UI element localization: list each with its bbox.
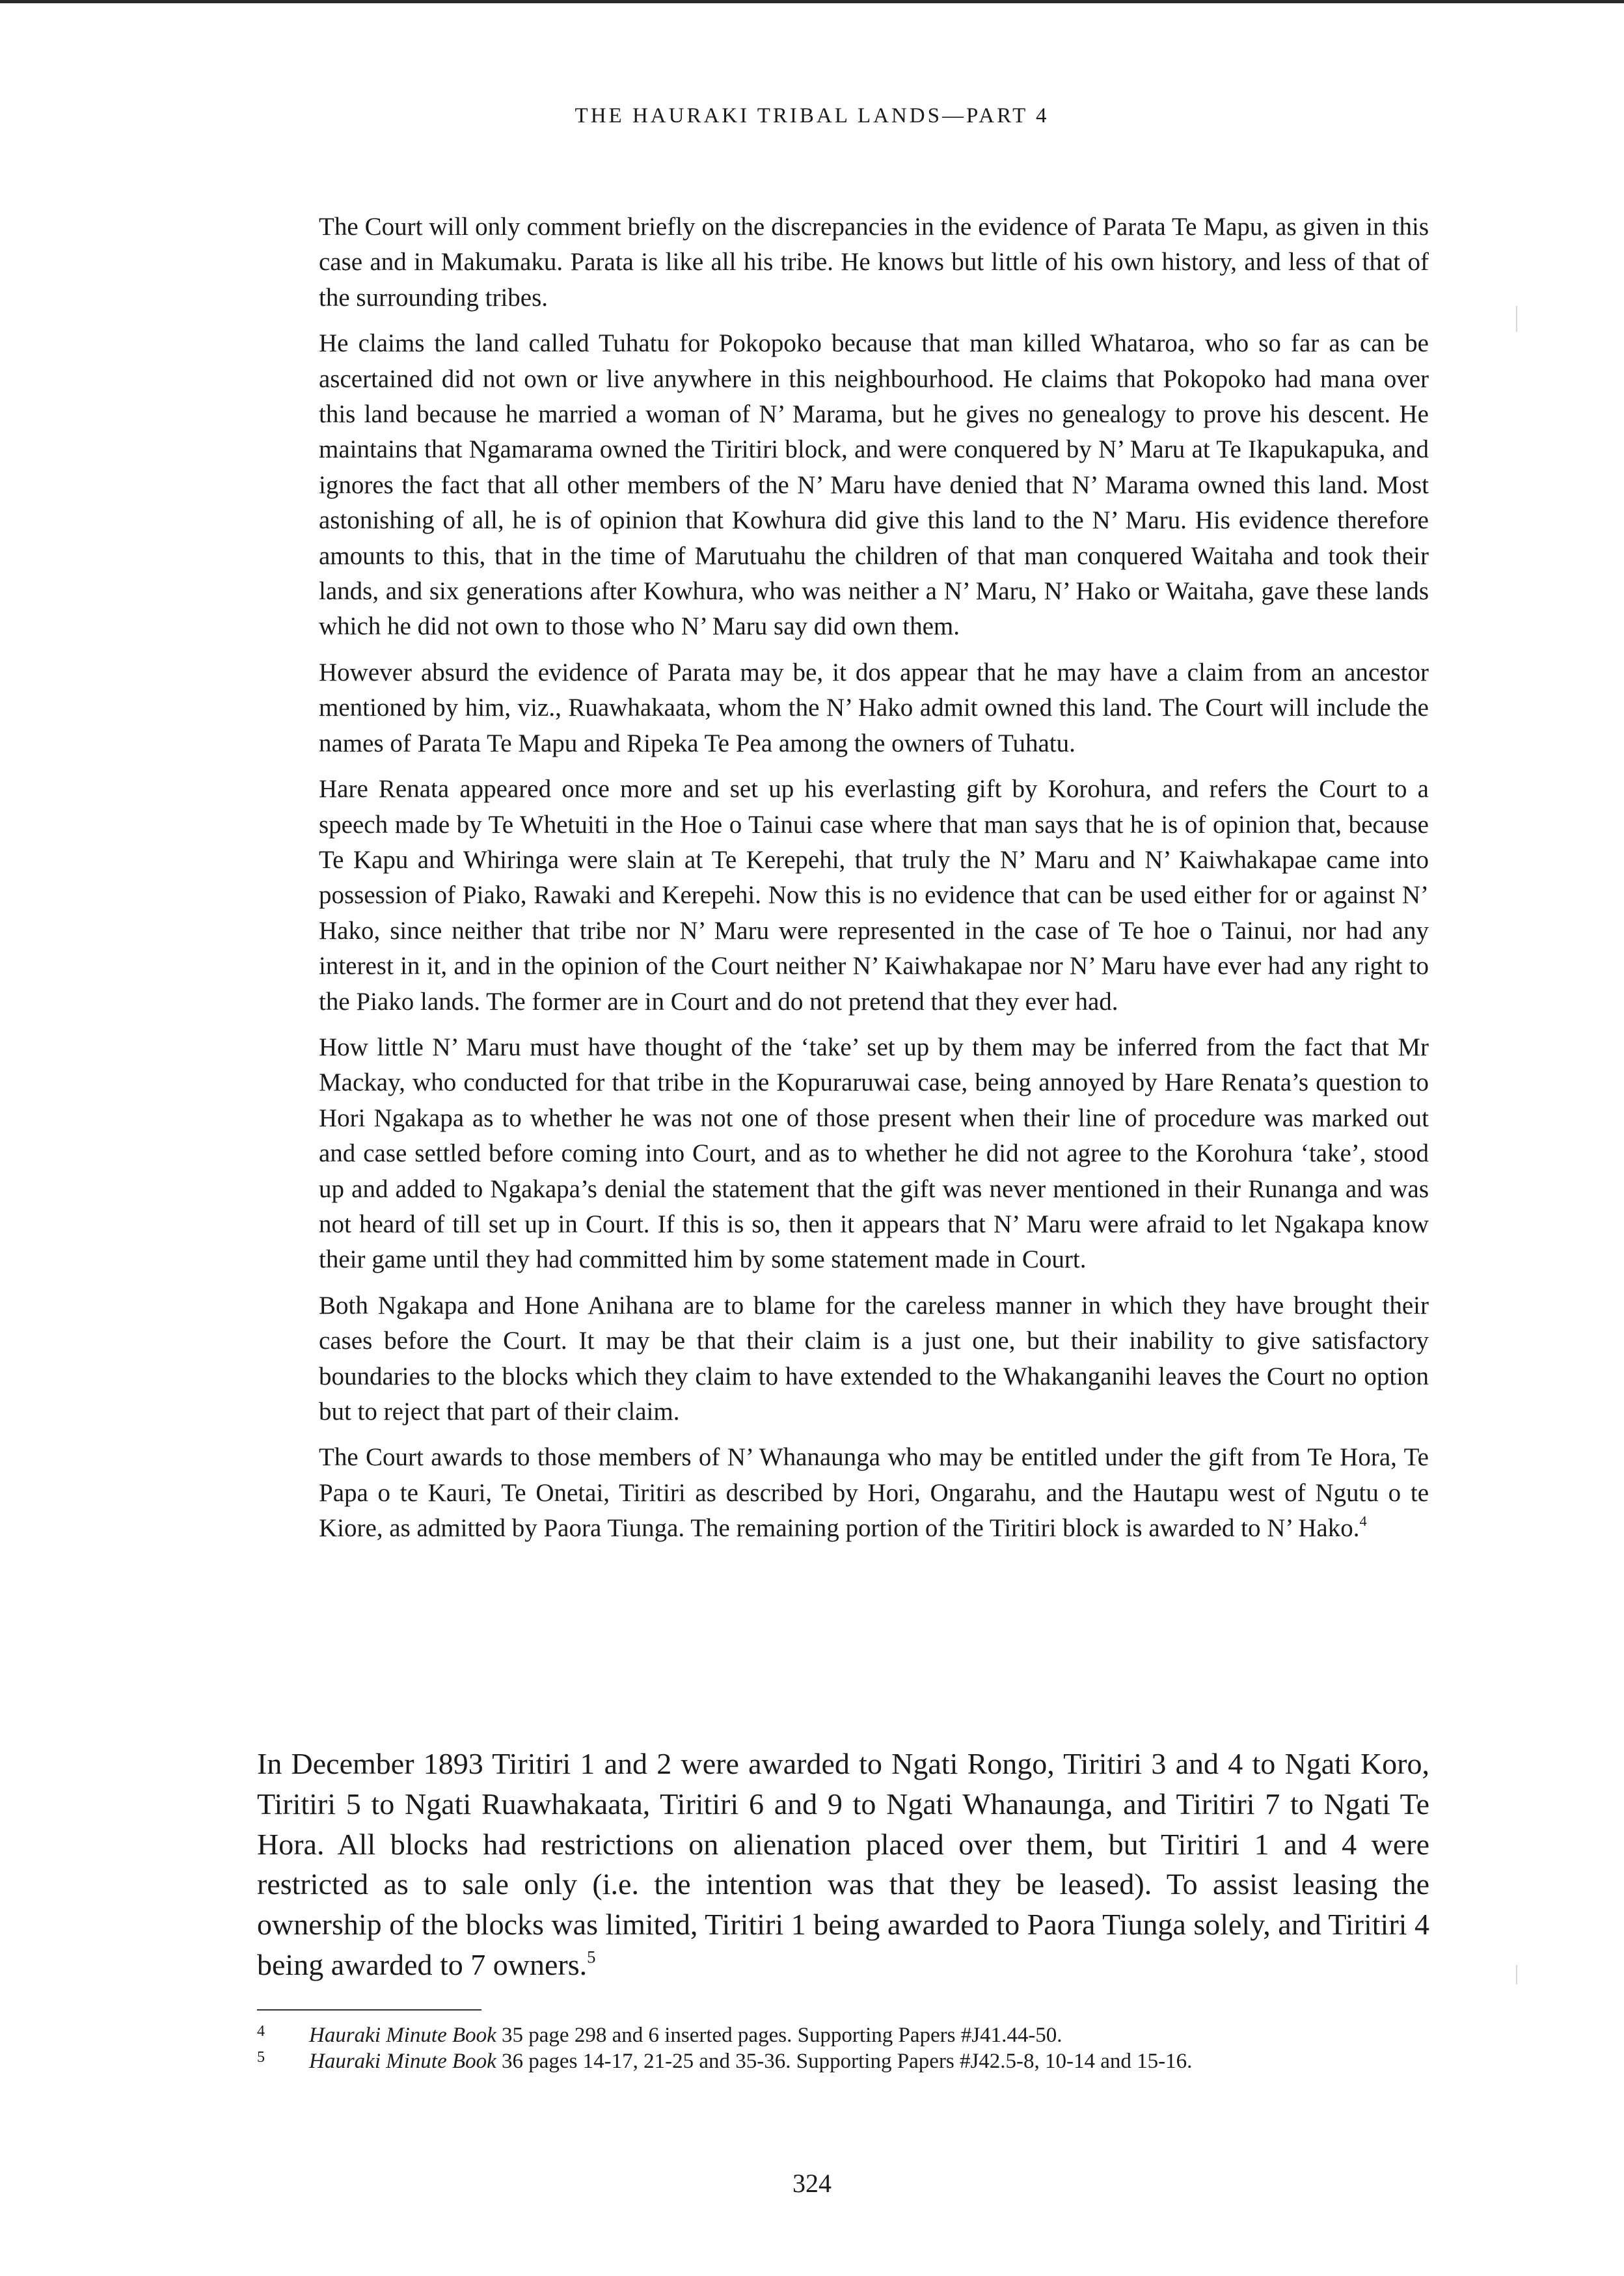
- page-number: 324: [792, 2169, 832, 2198]
- footnote-number: 4: [257, 2023, 265, 2040]
- quote-paragraph-text: The Court awards to those members of N’ Whanaunga who may be entitled under the gift from Te Hora, Te Papa o te Kauri, Te Onetai, Tiritiri as described by Hori, Ongarahu, and the Hautapu west of Ngutu o te Kiore, as admitted by Paora Tiunga. The remaining portion of the Tiritiri block is awarded to N’ Hako.: [319, 1443, 1429, 1543]
- footnote-reference[interactable]: 5: [587, 1947, 596, 1967]
- block-quote: [319, 210, 1429, 1557]
- quote-paragraph: He claims the land called Tuhatu for Pokopoko because that man killed Whataroa, who so far as can be ascertained did not own or live anywhere in this neighbourhood. He claims that Pokopoko had mana over this land because he married a woman of N’ Marama, but he gives no genealogy to prove his descent. He maintains that Ngamarama owned the Tiritiri block, and were conquered by N’ Maru at Te Ikapukapuka, and ignores the fact that all other members of the N’ Maru have denied that N’ Marama owned this land. Most astonishing of all, he is of opinion that Kowhura did give this land to the N’ Maru. His evidence therefore amounts to this, that in the time of Marutuahu the children of that man conquered Waitaha and took their lands, and six generations after Kowhura, who was neither a N’ Maru, N’ Hako or Waitaha, gave these lands which he did not own to those who N’ Maru say did own them.: [319, 329, 1429, 641]
- quote-paragraph-final: [319, 1440, 1429, 1546]
- footnote-source-title: Hauraki Minute Book: [309, 2050, 496, 2073]
- quote-paragraph: Hare Renata appeared once more and set up his everlasting gift by Korohura, and refers the Court to a speech made by Te Whetuiti in the Hoe o Tainui case where that man says that he is of opinion that, because Te Kapu and Whiringa were slain at Te Kerepehi, that truly the N’ Maru and N’ Kaiwhakapae came into possession of Piako, Rawaki and Kerepehi. Now this is no evidence that can be used either for or against N’ Hako, since neither that tribe nor N’ Maru were represented in the case of Te hoe o Tainui, nor had any interest in it, and in the opinion of the Court neither N’ Kaiwhakapae nor N’ Maru have ever had any right to the Piako lands. The former are in Court and do not pretend that they ever had.: [319, 775, 1429, 1016]
- body-paragraph-text: In December 1893 Tiritiri 1 and 2 were awarded to Ngati Rongo, Tiritiri 3 and 4 to Ngati Koro, Tiritiri 5 to Ngati Ruawhakaata, Tiritiri 6 and 9 to Ngati Whanaunga, and Tiritiri 7 to Ngati Te Hora. All blocks had restrictions on alienation placed over them, but Tiritiri 1 and 4 were restricted as to sale only (i.e. the intention was that they be leased). To assist leasing the ownership of the blocks was limited, Tiritiri 1 being awarded to Paora Tiunga solely, and Tiritiri 4 being awarded to 7 owners.: [257, 1747, 1429, 1981]
- footnote-source-title: Hauraki Minute Book: [309, 2024, 496, 2047]
- top-edge-rule: [0, 0, 1624, 3]
- footnote-reference[interactable]: 4: [1359, 1513, 1367, 1530]
- quote-paragraph: How little N’ Maru must have thought of the ‘take’ set up by them may be inferred from the fact that Mr Mackay, who conducted for that tribe in the Kopuraruwai case, being annoyed by Hare Renata’s question to Hori Ngakapa as to whether he was not one of those present when their line of procedure was marked out and case settled before coming into Court, and as to whether he did not agree to the Korohura ‘take’, stood up and added to Ngakapa’s denial the statement that the gift was never mentioned in their Runanga and was not heard of till set up in Court. If this is so, then it appears that N’ Maru were afraid to let Ngakapa know their game until they had committed him by some statement made in Court.: [319, 1033, 1429, 1274]
- footnote-source-detail: 36 pages 14-17, 21-25 and 35-36. Supporting Papers #J42.5-8, 10-14 and 15-16.: [496, 2050, 1193, 2073]
- scan-margin-mark: [1516, 1965, 1517, 1985]
- quote-paragraph: Both Ngakapa and Hone Anihana are to blame for the careless manner in which they have brought their cases before the Court. It may be that their claim is a just one, but their inability to give satisfactory boundaries to the blocks which they claim to have extended to the Whakanganihi leaves the Court no option but to reject that part of their claim.: [319, 1291, 1429, 1426]
- footnote-text: [309, 2024, 1062, 2047]
- footnote-text: [309, 2050, 1192, 2073]
- body-paragraph: [257, 1744, 1429, 1985]
- quote-paragraph: The Court will only comment briefly on the discrepancies in the evidence of Parata Te Mapu, as given in this case and in Makumaku. Parata is like all his tribe. He knows but little of his own history, and less of that of the surrounding tribes.: [319, 213, 1429, 312]
- quote-paragraph: However absurd the evidence of Parata may be, it dos appear that he may have a claim from an ancestor mentioned by him, viz., Ruawhakaata, whom the N’ Hako admit owned this land. The Court will include the names of Parata Te Mapu and Ripeka Te Pea among the owners of Tuhatu.: [319, 658, 1429, 757]
- footnote-item: [257, 2048, 1429, 2074]
- footnotes: [257, 2022, 1429, 2074]
- body-text: [257, 1744, 1429, 1985]
- footnote-source-detail: 35 page 298 and 6 inserted pages. Supporting Papers #J41.44-50.: [496, 2024, 1062, 2047]
- footnote-number: 5: [257, 2049, 265, 2066]
- scan-margin-mark: [1516, 306, 1517, 332]
- footnote-item: [257, 2022, 1429, 2048]
- footnote-separator: [257, 2009, 481, 2011]
- running-head: THE HAURAKI TRIBAL LANDS—PART 4: [575, 104, 1049, 128]
